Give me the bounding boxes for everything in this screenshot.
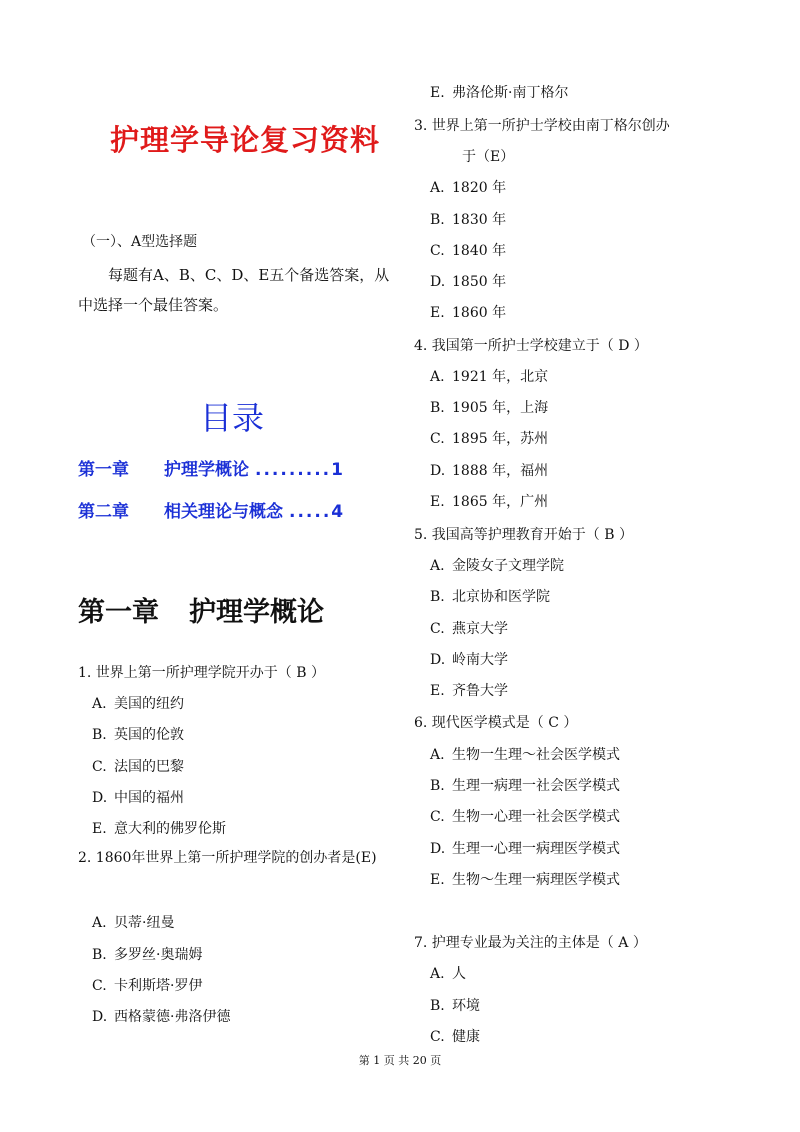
chapter-heading bbox=[78, 590, 324, 629]
option-letter: A. bbox=[92, 696, 107, 712]
option-item bbox=[430, 963, 466, 983]
option-letter: E. bbox=[430, 85, 445, 101]
option-item bbox=[430, 1026, 480, 1046]
option-item bbox=[430, 460, 548, 480]
option-item bbox=[92, 944, 202, 964]
toc-page-number: 4 bbox=[331, 502, 344, 522]
option-letter: E. bbox=[92, 821, 107, 837]
option-item bbox=[92, 724, 184, 744]
chapter-name: 护理学概论 bbox=[189, 597, 324, 628]
chapter-number: 第一章 bbox=[78, 597, 159, 628]
option-item bbox=[430, 271, 506, 291]
option-item bbox=[430, 586, 550, 606]
option-item bbox=[430, 397, 548, 417]
option-letter: B. bbox=[430, 778, 445, 794]
option-item bbox=[430, 680, 508, 700]
option-letter: E. bbox=[430, 305, 445, 321]
option-text: 生理一心理一病理医学模式 bbox=[452, 841, 620, 857]
intro-paragraph: 每题有A、B、C、D、E五个备选答案，从中选择一个最佳答案。 bbox=[78, 266, 390, 314]
question-stem: 1. 世界上第一所护理学院开办于（ B ） bbox=[78, 665, 325, 681]
option-letter: C. bbox=[92, 978, 107, 994]
option-letter: A. bbox=[92, 915, 107, 931]
option-letter: C. bbox=[430, 621, 445, 637]
option-item bbox=[430, 177, 506, 197]
question-stem: 5. 我国高等护理教育开始于（ B ） bbox=[414, 527, 633, 543]
option-text: 1850 年 bbox=[452, 274, 507, 290]
option-letter: A. bbox=[430, 369, 445, 385]
option-item bbox=[430, 366, 548, 386]
option-letter: A. bbox=[430, 558, 445, 574]
option-text: 生物一心理一社会医学模式 bbox=[452, 809, 620, 825]
option-letter: D. bbox=[430, 652, 446, 668]
option-item bbox=[430, 775, 620, 795]
option-text: 贝蒂·纽曼 bbox=[114, 915, 175, 931]
option-letter: B. bbox=[430, 212, 445, 228]
option-item bbox=[92, 912, 174, 932]
option-text: 1888 年，福州 bbox=[452, 463, 549, 479]
option-item bbox=[92, 787, 184, 807]
option-letter: E. bbox=[430, 494, 445, 510]
question-stem: 3. 世界上第一所护士学校由南丁格尔创办 bbox=[414, 118, 670, 134]
option-text: 1820 年 bbox=[452, 180, 507, 196]
option-item bbox=[92, 1006, 230, 1026]
option-letter: D. bbox=[430, 274, 446, 290]
option-item bbox=[92, 693, 184, 713]
option-text: 燕京大学 bbox=[452, 621, 508, 637]
option-text: 法国的巴黎 bbox=[114, 759, 184, 775]
toc-dots: ..... bbox=[289, 502, 332, 522]
toc-page-number: 1 bbox=[331, 460, 343, 480]
option-item bbox=[430, 302, 506, 322]
option-letter: E. bbox=[430, 872, 445, 888]
toc-chapter-name: 护理学概论 bbox=[164, 460, 249, 480]
option-letter: A. bbox=[430, 966, 445, 982]
option-text: 多罗丝·奥瑞姆 bbox=[114, 947, 203, 963]
option-text: 北京协和医学院 bbox=[452, 589, 550, 605]
option-text: 生理一病理一社会医学模式 bbox=[452, 778, 620, 794]
section-heading: （一）、A型选择题 bbox=[82, 234, 198, 250]
option-text: 人 bbox=[452, 966, 466, 982]
question-stem-continued: 于（E） bbox=[462, 149, 515, 165]
option-item bbox=[430, 744, 620, 764]
toc-chapter-number: 第二章 bbox=[78, 502, 129, 522]
option-text: 中国的福州 bbox=[114, 790, 184, 806]
document-title: 护理学导论复习资料 bbox=[110, 123, 381, 157]
option-item bbox=[430, 209, 506, 229]
option-item bbox=[430, 869, 620, 889]
question-stem: 7. 护理专业最为关注的主体是（ A ） bbox=[414, 935, 647, 951]
option-letter: E. bbox=[430, 683, 445, 699]
option-item bbox=[430, 82, 568, 102]
option-letter: C. bbox=[430, 1029, 445, 1045]
option-item bbox=[430, 428, 548, 448]
option-text: 弗洛伦斯·南丁格尔 bbox=[452, 85, 569, 101]
option-item bbox=[92, 756, 184, 776]
toc-title: 目录 bbox=[200, 399, 265, 437]
option-text: 1830 年 bbox=[452, 212, 507, 228]
option-item bbox=[430, 649, 508, 669]
option-letter: D. bbox=[92, 790, 108, 806]
option-letter: B. bbox=[430, 998, 445, 1014]
option-letter: A. bbox=[430, 180, 445, 196]
toc-entry[interactable] bbox=[78, 497, 343, 522]
option-text: 卡利斯塔·罗伊 bbox=[114, 978, 203, 994]
option-letter: B. bbox=[430, 400, 445, 416]
option-text: 健康 bbox=[452, 1029, 480, 1045]
option-text: 齐鲁大学 bbox=[452, 683, 508, 699]
option-item bbox=[430, 555, 564, 575]
option-item bbox=[430, 491, 548, 511]
option-text: 1865 年，广州 bbox=[452, 494, 549, 510]
option-text: 1921 年，北京 bbox=[452, 369, 549, 385]
option-text: 西格蒙德·弗洛伊德 bbox=[114, 1009, 231, 1025]
option-item bbox=[430, 240, 506, 260]
option-text: 1860 年 bbox=[452, 305, 507, 321]
option-letter: B. bbox=[92, 947, 107, 963]
option-letter: D. bbox=[430, 841, 446, 857]
option-text: 美国的纽约 bbox=[114, 696, 184, 712]
option-text: 环境 bbox=[452, 998, 480, 1014]
toc-chapter-name: 相关理论与概念 bbox=[164, 502, 283, 522]
option-letter: C. bbox=[430, 809, 445, 825]
option-item bbox=[430, 995, 480, 1015]
option-text: 1895 年，苏州 bbox=[452, 431, 549, 447]
option-text: 1905 年，上海 bbox=[452, 400, 549, 416]
option-item bbox=[430, 838, 620, 858]
option-item bbox=[430, 618, 508, 638]
option-text: 生物一生理～社会医学模式 bbox=[452, 747, 620, 763]
toc-chapter-number: 第一章 bbox=[78, 460, 129, 480]
option-letter: B. bbox=[430, 589, 445, 605]
option-text: 意大利的佛罗伦斯 bbox=[114, 821, 226, 837]
option-item bbox=[92, 818, 226, 838]
option-text: 金陵女子文理学院 bbox=[452, 558, 564, 574]
option-letter: B. bbox=[92, 727, 107, 743]
option-letter: C. bbox=[430, 243, 445, 259]
question-stem: 4. 我国第一所护士学校建立于（ D ） bbox=[414, 338, 648, 354]
option-item bbox=[92, 975, 202, 995]
option-text: 1840 年 bbox=[452, 243, 507, 259]
question-stem: 6. 现代医学模式是（ C ） bbox=[414, 715, 578, 731]
toc-dots: ......... bbox=[255, 460, 332, 480]
page-footer: 第 1 页 共 20 页 bbox=[358, 1054, 442, 1067]
option-letter: C. bbox=[430, 431, 445, 447]
option-letter: C. bbox=[92, 759, 107, 775]
option-letter: D. bbox=[430, 463, 446, 479]
question-stem: 2. 1860年世界上第一所护理学院的创办者是(E) bbox=[78, 850, 377, 866]
option-letter: A. bbox=[430, 747, 445, 763]
option-text: 生物～生理一病理医学模式 bbox=[452, 872, 620, 888]
option-letter: D. bbox=[92, 1009, 108, 1025]
option-text: 岭南大学 bbox=[452, 652, 508, 668]
toc-entry[interactable] bbox=[78, 455, 343, 480]
option-text: 英国的伦敦 bbox=[114, 727, 184, 743]
option-item bbox=[430, 806, 620, 826]
